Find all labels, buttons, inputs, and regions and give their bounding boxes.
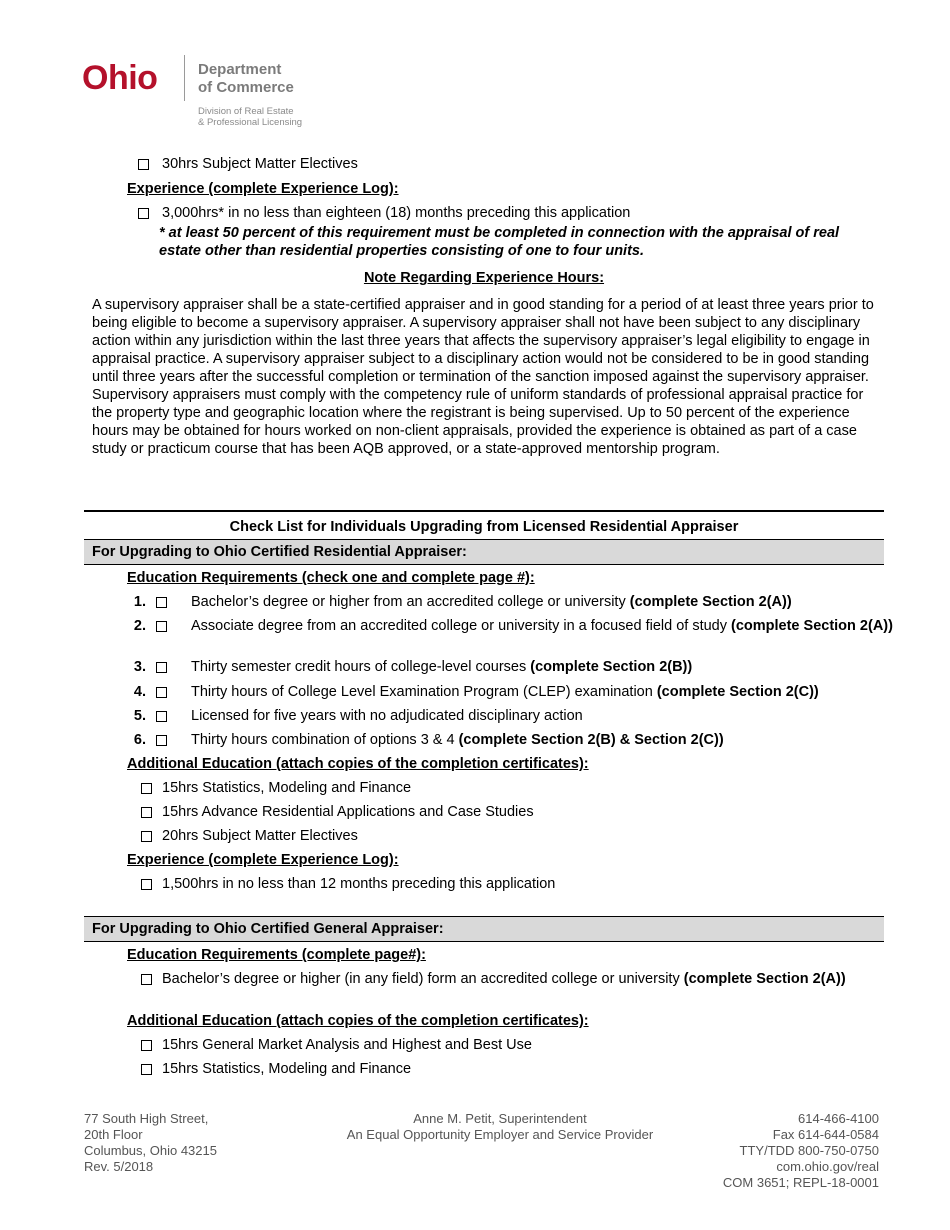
checkbox-label: 30hrs Subject Matter Electives	[162, 156, 358, 172]
checkbox-label: 15hrs General Market Analysis and Highest and Best Use	[162, 1037, 532, 1053]
general-additional-heading: Additional Education (attach copies of the completion certificates):	[127, 1013, 589, 1029]
checkbox[interactable]	[156, 735, 167, 746]
footer-contact: 614-466-4100 Fax 614-644-0584 TTY/TDD 800-750-0750 com.ohio.gov/real COM 3651; REPL-18-0001	[722, 1111, 879, 1190]
education-option[interactable]: 1. Bachelor’s degree or higher from an accredited college or university (complete Section 2(A))	[133, 594, 792, 610]
education-option[interactable]: 3. Thirty semester credit hours of college-level courses (complete Section 2(B))	[133, 659, 693, 675]
checkbox[interactable]	[141, 1040, 152, 1051]
checkbox[interactable]	[138, 159, 149, 170]
residential-additional-heading: Additional Education (attach copies of the completion certificates):	[127, 756, 589, 772]
checklist-title: Check List for Individuals Upgrading from Licensed Residential Appraiser	[229, 519, 739, 535]
checkbox[interactable]	[156, 662, 167, 673]
checkbox-label: 15hrs Statistics, Modeling and Finance	[162, 780, 412, 796]
checkbox-label: 3,000hrs* in no less than eighteen (18) months preceding this application	[162, 205, 631, 221]
experience-heading: Experience (complete Experience Log):	[127, 181, 399, 197]
residential-experience-heading: Experience (complete Experience Log):	[127, 852, 399, 868]
department-name: Department of Commerce	[198, 61, 294, 96]
checkbox-label: 15hrs Statistics, Modeling and Finance	[162, 1061, 412, 1077]
checkbox[interactable]	[156, 621, 167, 632]
footer-address: 77 South High Street, 20th Floor Columbus, Ohio 43215 Rev. 5/2018	[84, 1111, 217, 1174]
checkbox[interactable]	[156, 687, 167, 698]
division-name: Division of Real Estate & Professional Licensing	[198, 106, 303, 128]
residential-band: For Upgrading to Ohio Certified Residential Appraiser:	[84, 539, 884, 565]
checkbox[interactable]	[141, 1064, 152, 1075]
checkbox[interactable]	[138, 208, 149, 219]
checkbox-label: 1,500hrs in no less than 12 months preceding this application	[162, 876, 556, 892]
checkbox-label: Bachelor’s degree or higher (in any field) form an accredited college or university (complete Section 2(A))	[162, 971, 846, 987]
checkbox[interactable]	[141, 831, 152, 842]
checkbox-label: 20hrs Subject Matter Electives	[162, 828, 358, 844]
checkbox[interactable]	[141, 807, 152, 818]
education-option[interactable]: 2. Associate degree from an accredited college or university in a focused field of study (complete Section 2(A))	[133, 618, 893, 634]
ohio-logo: Ohio	[82, 59, 158, 97]
experience-footnote: * at least 50 percent of this requirement must be completed in connection with the appraisal of real estate other than residential properties consisting of one to four units.	[159, 225, 840, 259]
general-education-heading: Education Requirements (complete page#):	[127, 947, 426, 963]
checkbox[interactable]	[156, 711, 167, 722]
section-divider	[84, 510, 884, 512]
general-band: For Upgrading to Ohio Certified General Appraiser:	[84, 916, 884, 942]
education-option[interactable]: 5. Licensed for five years with no adjudicated disciplinary action	[133, 708, 583, 724]
checkbox-label: 15hrs Advance Residential Applications and Case Studies	[162, 804, 534, 820]
checkbox[interactable]	[156, 597, 167, 608]
education-option[interactable]: 6. Thirty hours combination of options 3 & 4 (complete Section 2(B) & Section 2(C))	[133, 732, 724, 748]
residential-education-heading: Education Requirements (check one and complete page #):	[127, 570, 535, 586]
checkbox[interactable]	[141, 974, 152, 985]
checkbox[interactable]	[141, 783, 152, 794]
checkbox[interactable]	[141, 879, 152, 890]
note-paragraph: A supervisory appraiser shall be a state-certified appraiser and in good standing for a period of at least three years prior to being eligible to become a supervisory appraiser. A supervisory appraiser shall not have been subject to any disciplinary action within any jurisdiction within the last three years that affects the supervisory appraiser’s legal eligibility to engage in appraisal practice. A supervisory appraiser subject to a disciplinary action would not be considered to be in good standing until three years after the successful completion or termination of the sanction imposed against the supervisory appraiser. Supervisory appraisers must comply with the competency rule of uniform standards of professional appraisal practice for the property type and geographic location where the registrant is being supervised. Up to 50 percent of the experience hours may be obtained for hours worked on non-client appraisals, provided the experience is obtained as part of a case study or practicum course that has been AQB approved, or a state-approved mentorship program.	[92, 297, 874, 457]
footer-superintendent: Anne M. Petit, Superintendent An Equal Opportunity Employer and Service Provider	[346, 1111, 654, 1142]
note-heading: Note Regarding Experience Hours:	[363, 270, 605, 286]
education-option[interactable]: 4. Thirty hours of College Level Examination Program (CLEP) examination (complete Section 2(C))	[133, 684, 819, 700]
checkbox-row[interactable]	[141, 970, 881, 1008]
logo-divider	[184, 55, 185, 101]
